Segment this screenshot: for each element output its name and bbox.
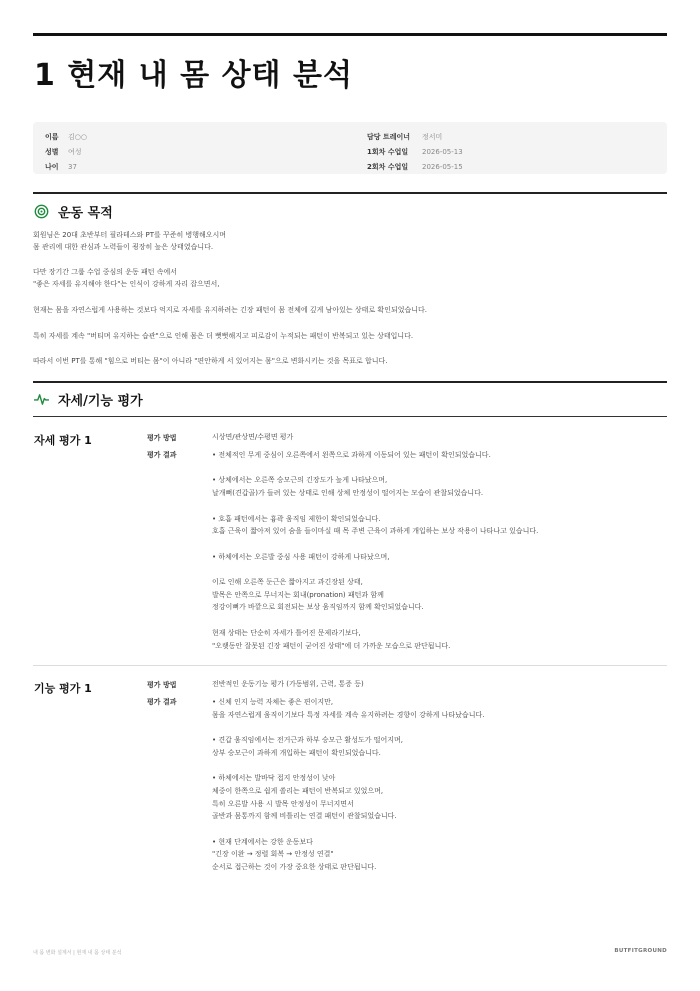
info-row-session-2 [367,159,463,174]
info-row-gender [45,144,87,159]
evaluation-result-label: 평가 결과 [147,698,177,706]
result-line: 순서로 접근하는 것이 가장 중요한 상태로 판단됩니다. [212,863,377,872]
result-line: 특히 오른발 사용 시 발목 안정성이 무너지면서 [212,799,354,808]
purpose-paragraph [33,304,427,316]
result-line: • 전체적인 무게 중심이 오른쪽에서 왼쪽으로 과하게 이동되어 있는 패턴이 확인되었습니다. [212,451,491,459]
evaluation-title: 자세 평가 1 [34,434,92,447]
result-line: 현재 상태는 단순히 자세가 틀어진 문제라기보다, [212,628,361,637]
member-info-box [33,122,667,174]
info-label: 담당 트레이너 [367,132,411,141]
result-line: 정강이뼈가 바깥으로 회전되는 보상 움직임까지 함께 확인되었습니다. [212,603,424,612]
result-line: "긴장 이완 → 정렬 회복 → 안정성 연결" [212,850,334,859]
info-label: 이름 [45,132,59,141]
paragraph-line: 몸 관리에 대한 관심과 노력들이 굉장히 높은 상태였습니다. [33,243,214,251]
info-value: 2026-05-15 [422,162,463,171]
result-line: • 견갑 움직임에서는 전거근과 하부 승모근 활성도가 떨어지며, [212,736,403,745]
result-line [212,563,538,576]
info-value: 김○○ [68,132,87,141]
evaluation-method: 시상면/관상면/수평면 평가 [212,433,294,441]
info-value: 정서미 [422,132,443,141]
result-line: • 하체에서는 오른발 중심 사용 패턴이 강하게 나타났으며, [212,552,390,561]
info-label: 1회차 수업일 [367,147,409,156]
result-line: 골반과 몸통까지 함께 비틀리는 연결 패턴이 관찰되었습니다. [212,812,397,821]
evaluation-result [212,449,538,652]
evaluation-divider [33,665,667,666]
section-divider [33,416,667,417]
result-line: 상부 승모근이 과하게 개입하는 패턴이 확인되었습니다. [212,748,381,757]
result-line [212,500,538,513]
paragraph-line: 현재는 몸을 자연스럽게 사용하는 것보다 억지로 자세를 유지하려는 긴장 패턴이 몸 전체에 깊게 남아있는 상태로 확인되었습니다. [33,306,427,314]
info-value: 37 [68,162,77,171]
purpose-section-title: 운동 목적 [58,206,113,221]
paragraph-line: 특히 자세를 계속 "버티며 유지하는 습관"으로 인해 몸은 더 뻣뻣해지고 피로감이 누적되는 패턴이 반복되고 있는 상태입니다. [33,332,414,340]
target-icon [34,204,49,219]
result-line: • 신체 인지 능력 자체는 좋은 편이지만, [212,698,334,706]
result-line: • 호흡 패턴에서는 흉곽 움직임 제한이 확인되었습니다. [212,514,381,523]
result-line: • 상체에서는 오른쪽 승모근의 긴장도가 높게 나타났으며, [212,476,388,485]
posture-section-title: 자세/기능 평가 [58,394,143,409]
info-value: 여성 [68,147,82,156]
top-rule [33,33,667,36]
purpose-paragraph [33,355,388,367]
purpose-section-header [34,202,113,221]
result-line [212,462,538,475]
result-line [212,614,538,627]
purpose-paragraph [33,229,226,253]
result-line: 발목은 안쪽으로 무너지는 회내(pronation) 패턴과 함께 [212,590,384,599]
result-line: • 하체에서는 발바닥 접지 안정성이 낮아 [212,774,336,783]
pulse-icon [34,392,49,407]
section-divider [33,192,667,194]
result-line [212,538,538,551]
member-info-left [45,129,87,174]
paragraph-line: "좋은 자세를 유지해야 한다"는 인식이 강하게 자리 잡으면서, [33,280,220,288]
info-row-session-1 [367,144,463,159]
result-line [212,721,484,734]
paragraph-line: 회원님은 20대 초반부터 필라테스와 PT를 꾸준히 병행해오시며 [33,231,227,239]
result-line [212,823,484,836]
evaluation-method: 전반적인 운동기능 평가 (가동범위, 근력, 통증 등) [212,680,364,688]
posture-section-header [34,390,143,409]
info-label: 성별 [45,147,59,156]
footer-brand: BUTFITGROUND [614,948,667,954]
paragraph-line: 따라서 이번 PT를 통해 "힘으로 버티는 몸"이 아니라 "편안하게 서 있어지는 몸"으로 변화시키는 것을 목표로 합니다. [33,357,388,365]
result-line: 호흡 근육이 짧아져 있어 숨을 들이마실 때 목 주변 근육이 과하게 개입하는 보상 작용이 나타나고 있습니다. [212,527,539,536]
result-line: • 현재 단계에서는 강한 운동보다 [212,837,313,846]
footer-document-title: 내 몸 변화 설계서 | 현재 내 몸 상태 분석 [33,950,122,956]
evaluation-result [212,696,484,874]
paragraph-line: 다만 장기간 그룹 수업 중심의 운동 패턴 속에서 [33,268,178,276]
result-line: "오랫동안 잘못된 긴장 패턴이 굳어진 상태"에 더 가까운 모습으로 판단됩니다. [212,641,451,650]
evaluation-method-label: 평가 방법 [147,434,177,442]
info-label: 2회차 수업일 [367,162,409,171]
result-line: 이로 인해 오른쪽 둔근은 짧아지고 과긴장된 상태, [212,578,363,587]
member-info-right [367,129,463,174]
info-value: 2026-05-13 [422,147,463,156]
purpose-paragraph [33,266,220,290]
result-line: 몸을 자연스럽게 움직이기보다 특정 자세를 계속 유지하려는 경향이 강하게 나타났습니다. [212,710,485,719]
info-row-name [45,129,87,144]
result-line [212,760,484,773]
info-row-age [45,159,87,174]
evaluation-method-label: 평가 방법 [147,681,177,689]
evaluation-result-label: 평가 결과 [147,451,177,459]
evaluation-title: 기능 평가 1 [34,682,92,695]
page-title: 1 현재 내 몸 상태 분석 [34,58,353,93]
info-row-trainer [367,129,463,144]
section-divider [33,381,667,383]
result-line: 체중이 한쪽으로 쉽게 쏠리는 패턴이 반복되고 있었으며, [212,786,384,795]
info-label: 나이 [45,162,59,171]
result-line: 날개뼈(견갑골)가 들려 있는 상태로 인해 상체 안정성이 떨어지는 모습이 관찰되었습니다. [212,489,484,498]
purpose-paragraph [33,330,413,342]
